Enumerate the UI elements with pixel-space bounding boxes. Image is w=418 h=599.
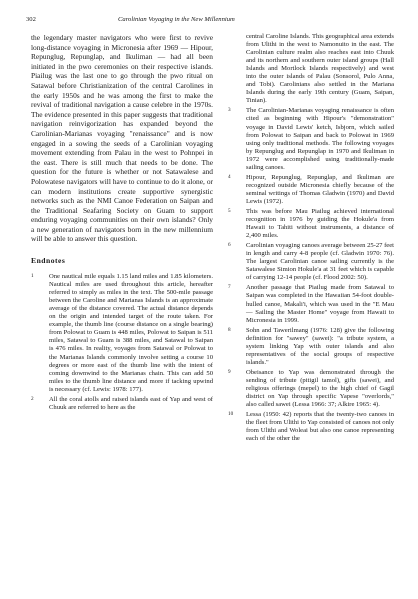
left-column [31, 33, 213, 414]
endnote-1 [31, 273, 213, 394]
endnote-9 [228, 369, 394, 409]
endnotes-heading: Endnotes [31, 256, 66, 266]
endnote-10 [228, 411, 394, 443]
endnote-text: Obeisance to Yap was demonstrated through the sending of tribute (pitigil tamol), gifts (sawei), and religious offerings (mepel) to the high chief of Gagil district on Yap through specific Yapese "overlords," also called sawei (Lessa 1966: 37; Alkire 1965: 4). [246, 368, 394, 409]
endnote-8 [228, 327, 394, 367]
endnote-number: 10 [228, 411, 234, 418]
endnote-5 [228, 208, 394, 240]
endnote-text: The Carolinian-Marianas voyaging renaissance is often cited as beginning with Hipour's "demonstration" voyage in David Lewis' ketch, Isbjorn, which sailed from Polowat to Saipan and back to Polowat in 1969 using only traditional methods. The following voyages by Repunglug and Repunglap in 1970 and Ikuliman in 1972 were accomplished using traditionally-made sailing canoes. [246, 107, 394, 171]
endnote-number: 9 [228, 368, 231, 375]
body-text [31, 33, 213, 244]
endnote-2-continued [228, 33, 394, 105]
endnote-text: One nautical mile equals 1.15 land miles and 1.85 kilometers. Nautical miles are used throughout this article, hereafter referred to simply as miles in the text. The 500-mile passage between the Caroline and Marianas Islands is an approximate average of the distance covered. The actual distance depends on the origin and intended target of the route taken. For example, the thumb line (course distance on a single bearing) from Polowat to Guam is 448 miles, Polowat to Saipan is 511 miles, Satawal to Guam is 388 miles, and Satawal to Saipan is 476 miles. In reality, voyages from Satawal or Polowat to the Marianas Islands commonly involve setting a course 10 degrees or more east of the thumb line with the intent of coming downwind to the Marianas chain. This can add 50 miles to the thumb line distance and more if tacking upwind is necessary (cf. Lewis: 1978: 177). [49, 273, 213, 393]
endnote-text: Another passage that Piailug made from Satawal to Saipan was completed in the Hawaiian 54-foot double-hulled canoe, Makali'i, which was used in the "E Mau — Sailing the Master Home" voyage from Hawaii to Micronesia in 1999. [246, 284, 394, 324]
endnote-number: 7 [228, 284, 231, 291]
endnote-text: Carolinian voyaging canoes average between 25-27 feet in length and carry 4-8 people (cf. Gladwin 1970: 76). The largest Carolinian canoe sailing currently is the Satawalese Simion Hokule'a at 31 feet which is capable of carrying 12-14 people (cf. Flood 2002: 50). [246, 242, 394, 282]
endnote-number: 8 [228, 326, 231, 333]
endnote-2 [31, 396, 213, 412]
page-number: 302 [26, 16, 36, 23]
running-header [26, 16, 392, 28]
endnote-number: 1 [31, 273, 34, 280]
endnote-number: 3 [228, 107, 231, 114]
running-title: Carolinian Voyaging in the New Millennium [118, 16, 235, 23]
endnote-text: central Caroline Islands. This geographical area extends from Ulithi in the west to Namonuito in the east. The Carolinian culture realm also reaches east into Chuuk and its northern and southern outer island groups (Hall Islands and Mortlock Islands respectively) and west into the outer islands of Palau (Sonsorol, Pulo Anna, and Tobi). Carolinians also settled in the Mariana Islands during the early 19th century (Guam, Saipan, Tinian). [246, 33, 394, 105]
endnote-number: 6 [228, 242, 231, 249]
endnote-6 [228, 242, 394, 282]
endnotes-list-left [31, 273, 213, 412]
endnote-3 [228, 107, 394, 171]
endnote-text: This was before Mau Piailug achieved international recognition in 1976 by guiding the Hokule'a from Hawaii to Tahiti without instruments, a distance of 2,400 miles. [246, 207, 394, 240]
body-paragraph: the legendary master navigators who were first to revive long-distance voyaging in Micronesia after 1969 — Hipour, Repunglug, Repunglap, and Ikuliman — had all been initiated in the pwo ceremonies on their respective islands. Piailug was the last one to go through the pwo ritual on Satawal before Christianization of the central Carolines in the early 1950s and he was among the first to make the revival of traditional navigation a cause celebre in the 1970s. The evidence presented in this paper suggests that traditional navigation reinvigorization has expanded beyond the Carolinian-Marianas voyaging "renaissance" and is now engaged in a sowing the seeds of a Carolinian voyaging movement extending from Palau in the west to Pohnpei in the east. There is still much that needs to be done. The question for the future is whether or not Satawalese and Polowatese navigators will have to continue to do it alone, or can modern institutions create supportive synergistic networks such as the NMI Canoe Federation on Saipan and the Traditional Seafaring Society on Guam to support enduring voyaging communities on their own islands? Only a new generation of navigators born in the new millennium will be able to answer this question. [31, 33, 213, 244]
right-column [228, 33, 394, 445]
endnote-4 [228, 174, 394, 206]
endnote-7 [228, 284, 394, 324]
endnote-text: Sohn and Tawerilmang (1976: 128) give the following definition for "sawey" (sawei): "a tribute system, a system linking Yap with outer islands and also representatives of the social groups of respective islands." [246, 326, 394, 366]
endnote-number: 2 [31, 395, 34, 402]
endnote-number: 4 [228, 173, 231, 180]
endnote-text: All the coral atolls and raised islands east of Yap and west of Chuuk are referred to here as the [49, 395, 213, 411]
endnote-text: Lessa (1950: 42) reports that the twenty-two canoes in the fleet from Ulithi to Yap consisted of canoes not only from Ulithi and Woleai but also one canoe representing each of the other the [246, 411, 394, 443]
endnote-number: 5 [228, 207, 231, 214]
endnotes-list-right [228, 33, 394, 443]
endnote-text: Hipour, Repunglug, Repunglap, and Ikuliman are recognized outside Micronesia chiefly because of the seminal writings of Thomas Gladwin (1970) and David Lewis (1972). [246, 173, 394, 205]
